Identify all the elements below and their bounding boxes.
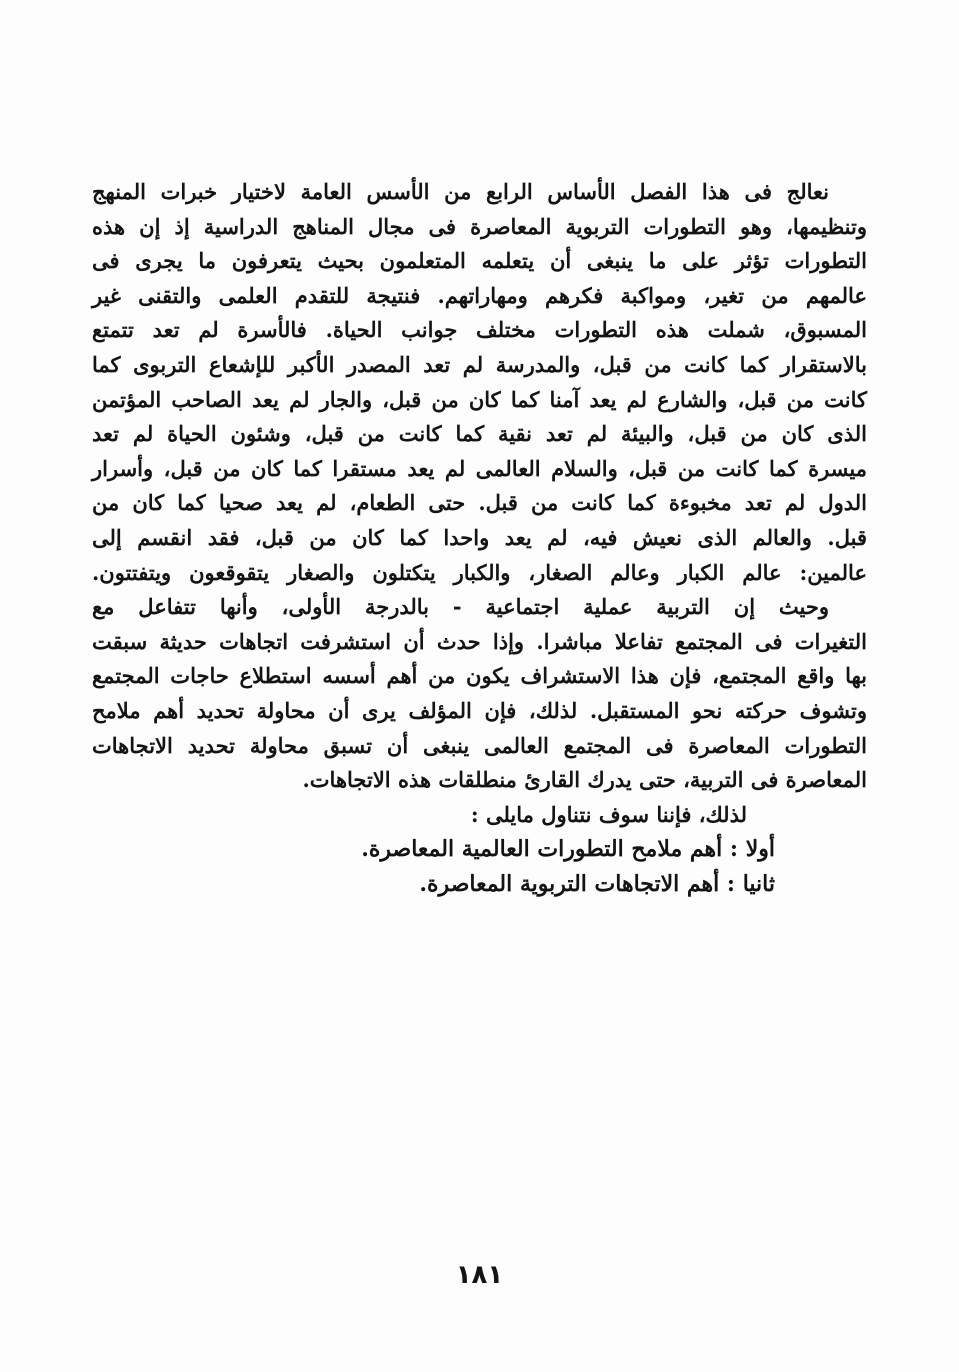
paragraph-line: كانت من قبل، والشارع لم يعد آمنا كما كان من قبل، والجار لم يعد الصاحب المؤتمن	[92, 386, 867, 412]
paragraph-line: بها واقع المجتمع، فإن هذا الاستشراف يكون من أهم أسسه استطلاع حاجات المجتمع	[92, 663, 867, 689]
paragraph-line: نعالج فى هذا الفصل الأساس الرابع من الأسس العامة لاختيار خبرات المنهج	[92, 179, 829, 204]
paragraph-line: التطورات تؤثر على ما ينبغى أن يتعلمه المتعلمون بحيث يتعرفون ما يجرى فى	[92, 248, 867, 274]
paragraph-line: وتنظيمها، وهو التطورات التربوية المعاصرة فى مجال المناهج الدراسية إذ إن هذه	[92, 213, 867, 239]
paragraph-line: الدول لم تعد مخبوءة كما كانت من قبل. حتى الطعام، لم يعد صحيا كما كان من	[92, 490, 867, 516]
paragraph-2	[92, 590, 867, 798]
list-item: أولا : أهم ملامح التطورات العالمية المعاصرة.	[361, 836, 775, 863]
paragraph-line: ميسرة كما كانت من قبل، والسلام العالمى لم يعد مستقرا كما كان من قبل، وأسرار	[92, 455, 867, 481]
paragraph-line: التغيرات فى المجتمع تفاعلا مباشرا. وإذا حدث أن استشرفت اتجاهات حديثة سبقت	[92, 628, 867, 654]
paragraph-1	[92, 175, 867, 590]
paragraph-line: المسبوق، شملت هذه التطورات مختلف جوانب الحياة. فالأسرة لم تعد تتمتع	[92, 317, 867, 343]
paragraph-line: عالمهم من تغير، ومواكبة فكرهم ومهاراتهم. فنتيجة للتقدم العلمى والتقنى غير	[92, 282, 867, 308]
paragraph-line: قبل. والعالم الذى نعيش فيه، لم يعد واحدا كما كان من قبل، فقد انقسم إلى	[92, 524, 867, 550]
paragraph-line: وحيث إن التربية عملية اجتماعية - بالدرجة الأولى، وأنها تتفاعل مع	[92, 594, 829, 620]
paragraph-line: بالاستقرار كما كانت من قبل، والمدرسة لم تعد المصدر الأكبر للإشعاع التربوى كما	[92, 351, 867, 377]
list-intro: لذلك، فإننا سوف نتناول مايلى :	[470, 801, 747, 827]
paragraph-line: الذى كان من قبل، والبيئة لم تعد نقية كما كانت من قبل، وشئون الحياة لم تعد	[92, 421, 867, 447]
paragraph-line: وتشوف حركته نحو المستقبل. لذلك، فإن المؤلف يرى أن محاولة تحديد أهم ملامح	[92, 697, 867, 723]
body-text	[92, 175, 867, 901]
paragraph-line: التطورات المعاصرة فى المجتمع العالمى ينبغى أن تسبق محاولة تحديد الاتجاهات	[92, 732, 867, 758]
page-number: ١٨١	[455, 1260, 504, 1290]
topic-list	[92, 832, 867, 901]
paragraph-line: عالمين: عالم الكبار وعالم الصغار، والكبار يتكتلون والصغار يتقوقعون ويتفتتون.	[92, 559, 867, 585]
list-item: ثانيا : أهم الاتجاهات التربوية المعاصرة.	[419, 870, 775, 897]
paragraph-line: المعاصرة فى التربية، حتى يدرك القارئ منطلقات هذه الاتجاهات.	[302, 767, 867, 793]
